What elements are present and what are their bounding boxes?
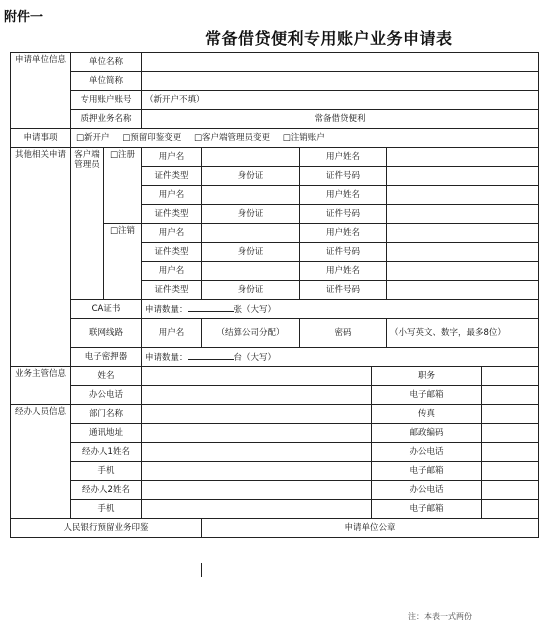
- handler1-name-field[interactable]: [142, 443, 372, 462]
- handler1-email-field[interactable]: [482, 462, 539, 481]
- username-label: 用户名: [142, 186, 202, 205]
- id-type-value: 身份证: [202, 243, 300, 262]
- id-number-label: 证件号码: [300, 281, 387, 300]
- network-username-label: 用户名: [142, 319, 202, 348]
- section-supervisor: 业务主管信息: [11, 367, 71, 405]
- supervisor-position-field[interactable]: [482, 367, 539, 386]
- account-number-label: 专用账户账号: [71, 91, 142, 110]
- supervisor-phone-label: 办公电话: [71, 386, 142, 405]
- pboc-seal-label: 人民银行预留业务印鉴: [63, 523, 149, 533]
- handler1-phone-label: 办公电话: [372, 443, 482, 462]
- username-label: 用户名: [142, 224, 202, 243]
- id-type-value: 身份证: [202, 281, 300, 300]
- user-fullname-field[interactable]: [387, 186, 539, 205]
- user-fullname-field[interactable]: [387, 224, 539, 243]
- pledge-name-label: 质押业务名称: [71, 110, 142, 129]
- address-field[interactable]: [142, 424, 372, 443]
- id-type-value: 身份证: [202, 167, 300, 186]
- supervisor-email-field[interactable]: [482, 386, 539, 405]
- option-admin-change[interactable]: □客户端管理员变更: [194, 133, 271, 143]
- handler2-mobile-label: 手机: [71, 500, 142, 519]
- id-number-label: 证件号码: [300, 243, 387, 262]
- handler1-phone-field[interactable]: [482, 443, 539, 462]
- supervisor-position-label: 职务: [372, 367, 482, 386]
- postcode-field[interactable]: [482, 424, 539, 443]
- username-label: 用户名: [142, 148, 202, 167]
- handler2-mobile-field[interactable]: [142, 500, 372, 519]
- user-fullname-label: 用户姓名: [300, 262, 387, 281]
- unit-short-name-field[interactable]: [142, 72, 539, 91]
- handler2-name-field[interactable]: [142, 481, 372, 500]
- user-fullname-label: 用户姓名: [300, 148, 387, 167]
- username-field[interactable]: [202, 148, 300, 167]
- ca-qty-prefix: 申请数量：: [145, 305, 188, 315]
- username-label: 用户名: [142, 262, 202, 281]
- supervisor-email-label: 电子邮箱: [372, 386, 482, 405]
- id-number-field[interactable]: [387, 167, 539, 186]
- option-new-account[interactable]: □新开户: [76, 133, 110, 143]
- fax-field[interactable]: [482, 405, 539, 424]
- address-label: 通讯地址: [71, 424, 142, 443]
- id-type-label: 证件类型: [142, 167, 202, 186]
- handler2-phone-field[interactable]: [482, 481, 539, 500]
- token-label: 电子密押器: [71, 348, 142, 367]
- option-close-account[interactable]: □注销账户: [282, 133, 325, 143]
- text-cursor: [201, 563, 202, 577]
- register-checkbox[interactable]: □注册: [104, 148, 142, 224]
- form-title: 常备借贷便利专用账户业务申请表: [205, 29, 453, 48]
- network-password-note: （小写英文、数字，最多8位）: [387, 319, 539, 348]
- handler2-name-label: 经办人2姓名: [71, 481, 142, 500]
- id-number-label: 证件号码: [300, 205, 387, 224]
- supervisor-phone-field[interactable]: [142, 386, 372, 405]
- client-admin-label: 客户端管理员: [71, 148, 104, 300]
- account-number-field[interactable]: [142, 91, 539, 110]
- handler1-name-label: 经办人1姓名: [71, 443, 142, 462]
- option-seal-change[interactable]: □预留印鉴变更: [122, 133, 182, 143]
- username-field[interactable]: [202, 224, 300, 243]
- token-qty-suffix: 台（大写）: [233, 353, 277, 363]
- footer-note: 注：本表一式两份: [408, 612, 472, 621]
- token-qty-blank[interactable]: [188, 351, 234, 360]
- cancel-checkbox[interactable]: □注销: [104, 224, 142, 300]
- id-number-field[interactable]: [387, 205, 539, 224]
- network-username-note: （结算公司分配）: [202, 319, 300, 348]
- postcode-label: 邮政编码: [372, 424, 482, 443]
- user-fullname-field[interactable]: [387, 148, 539, 167]
- matters-options: [71, 129, 539, 148]
- token-quantity: [142, 348, 539, 367]
- handler2-email-field[interactable]: [482, 500, 539, 519]
- ca-label: CA证书: [71, 300, 142, 319]
- id-type-label: 证件类型: [142, 243, 202, 262]
- token-qty-prefix: 申请数量：: [145, 353, 188, 363]
- user-fullname-label: 用户姓名: [300, 186, 387, 205]
- unit-name-label: 单位名称: [71, 53, 142, 72]
- id-number-label: 证件号码: [300, 167, 387, 186]
- user-fullname-field[interactable]: [387, 262, 539, 281]
- unit-short-name-label: 单位简称: [71, 72, 142, 91]
- ca-qty-suffix: 张（大写）: [233, 305, 277, 315]
- applicant-seal-box[interactable]: [202, 519, 539, 538]
- ca-qty-blank[interactable]: [188, 303, 234, 312]
- applicant-seal-label: 申请单位公章: [344, 523, 396, 533]
- user-fullname-label: 用户姓名: [300, 224, 387, 243]
- id-number-field[interactable]: [387, 243, 539, 262]
- pboc-seal-box[interactable]: [11, 519, 202, 538]
- section-unit-info: 申请单位信息: [11, 53, 71, 129]
- id-type-label: 证件类型: [142, 281, 202, 300]
- supervisor-name-label: 姓名: [71, 367, 142, 386]
- pledge-name-value: 常备借贷便利: [142, 110, 539, 129]
- account-number-note: （新开户不填）: [145, 95, 205, 105]
- ca-quantity: [142, 300, 539, 319]
- id-number-field[interactable]: [387, 281, 539, 300]
- id-type-value: 身份证: [202, 205, 300, 224]
- dept-field[interactable]: [142, 405, 372, 424]
- supervisor-name-field[interactable]: [142, 367, 372, 386]
- handler2-phone-label: 办公电话: [372, 481, 482, 500]
- fax-label: 传真: [372, 405, 482, 424]
- handler1-email-label: 电子邮箱: [372, 462, 482, 481]
- matters-label: 申请事项: [11, 129, 71, 148]
- network-label: 联网线路: [71, 319, 142, 348]
- handler2-email-label: 电子邮箱: [372, 500, 482, 519]
- unit-name-field[interactable]: [142, 53, 539, 72]
- dept-label: 部门名称: [71, 405, 142, 424]
- section-handler: 经办人员信息: [11, 405, 71, 519]
- annex-label: 附件一: [4, 10, 44, 25]
- id-type-label: 证件类型: [142, 205, 202, 224]
- network-password-label: 密码: [300, 319, 387, 348]
- section-other: 其他相关申请: [11, 148, 71, 367]
- handler1-mobile-label: 手机: [71, 462, 142, 481]
- handler1-mobile-field[interactable]: [142, 462, 372, 481]
- application-form: [10, 52, 539, 538]
- username-field[interactable]: [202, 186, 300, 205]
- username-field[interactable]: [202, 262, 300, 281]
